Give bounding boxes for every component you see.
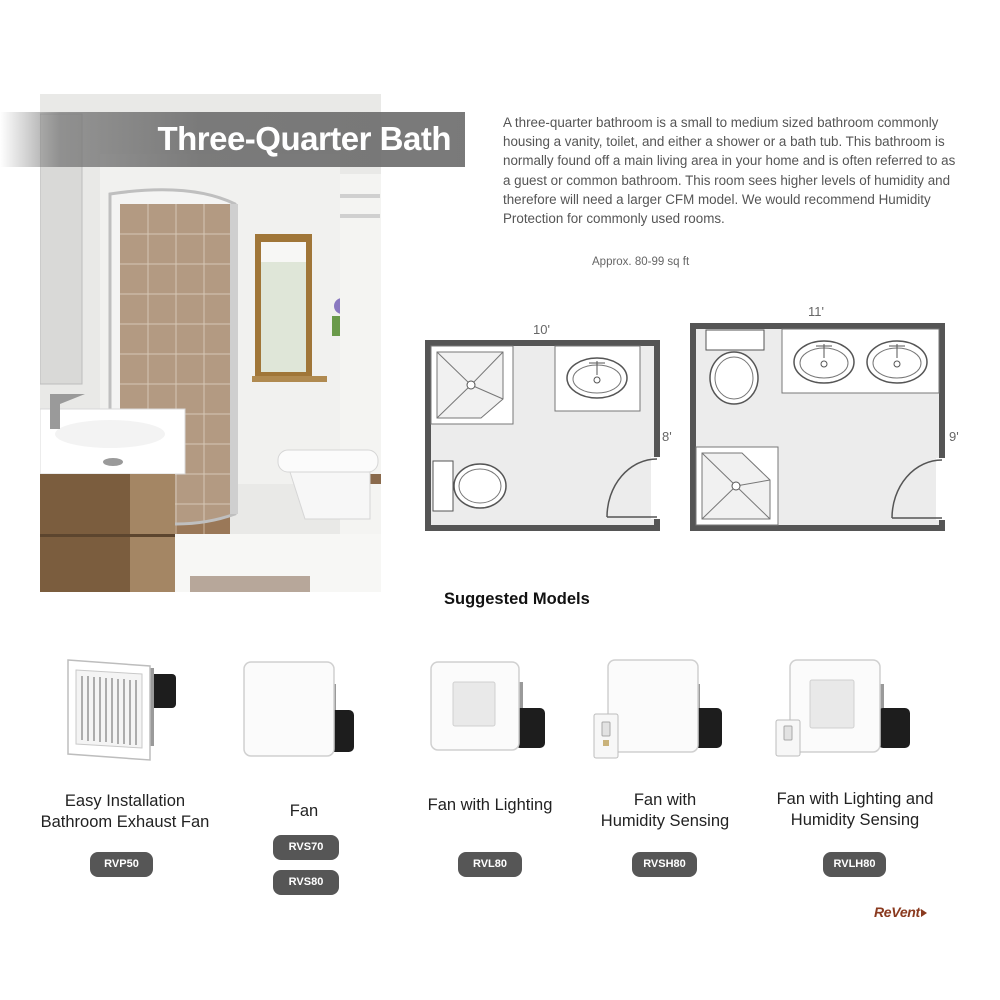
plan-2-width: 11'	[808, 304, 824, 319]
brand-logo: ReVent	[874, 904, 927, 920]
suggested-models-heading: Suggested Models	[444, 590, 590, 608]
model-name-rvp50: Easy Installation Bathroom Exhaust Fan	[40, 792, 210, 831]
model-name-rvsh80: Fan with Humidity Sensing	[600, 791, 730, 830]
page-title: Three-Quarter Bath	[157, 120, 451, 157]
plan-2-depth: 9'	[949, 429, 959, 444]
plan-1-depth: 8'	[662, 429, 672, 444]
model-code-rvl80[interactable]: RVL80	[458, 852, 522, 877]
model-code-rvp50[interactable]: RVP50	[90, 852, 153, 877]
floor-plan-1	[425, 339, 661, 531]
product-image-rvp50	[64, 656, 182, 764]
floor-plan-2	[690, 322, 946, 532]
brand-arrow-icon	[921, 909, 927, 917]
model-name-rvs: Fan	[289, 802, 319, 820]
model-code-rvs70[interactable]: RVS70	[273, 835, 339, 860]
product-image-rvsh80	[592, 656, 732, 760]
area-label: Approx. 80-99 sq ft	[592, 256, 690, 268]
product-image-rvl80	[425, 658, 551, 754]
product-image-rvs	[238, 656, 358, 762]
model-name-rvl80: Fan with Lighting	[427, 796, 553, 814]
model-code-rvlh80[interactable]: RVLH80	[823, 852, 886, 877]
bathroom-photo	[40, 94, 381, 592]
model-code-rvsh80[interactable]: RVSH80	[632, 852, 697, 877]
product-image-rvlh80	[774, 656, 916, 760]
model-code-rvs80[interactable]: RVS80	[273, 870, 339, 895]
description: A three-quarter bathroom is a small to medium sized bathroom commonly housing a vanity, toilet, and either a shower or a bath tub. This bathroom is normally found off a main living area in your home and is often referred to as a guest or common bathroom. This room sees higher levels of humidity and therefore will need a larger CFM model. We would recommend Humidity Protection for commonly used rooms.	[503, 115, 956, 227]
model-name-rvlh80: Fan with Lighting and Humidity Sensing	[776, 790, 934, 829]
title-banner	[0, 112, 465, 167]
plan-1-width: 10'	[533, 322, 550, 337]
